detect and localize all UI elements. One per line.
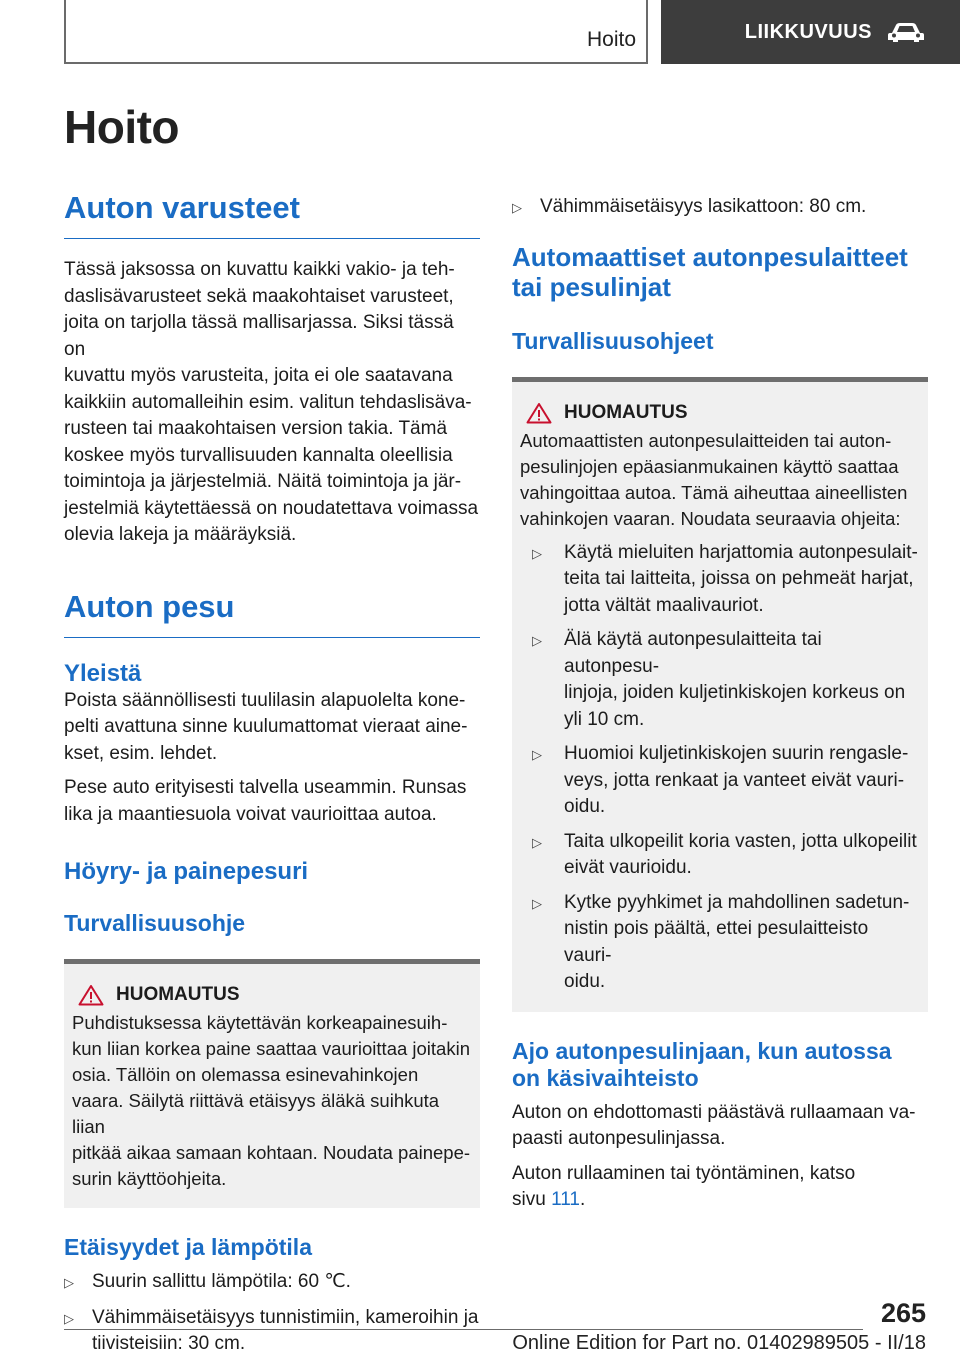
triangle-bullet-icon: ▷: [532, 545, 542, 561]
list-item: ▷ Taita ulkopeilit koria vasten, jotta ulkopeilit eivät vaurioidu.: [520, 829, 920, 882]
header-section-title: Hoito: [586, 28, 636, 51]
warning-list: [520, 540, 920, 996]
list-item: ▷ Vähimmäisetäisyys lasikattoon: 80 cm.: [512, 194, 928, 222]
left-column: [64, 190, 480, 1358]
chapter-tab-label: LIIKKUVUUS: [744, 20, 872, 43]
page-number: 265: [880, 1298, 926, 1328]
triangle-bullet-icon: ▷: [64, 1275, 74, 1290]
general-paragraph-2: Pese auto erityisesti talvella useammin. Runsas lika ja maantiesuola voivat vaurioittaa autoa.: [64, 777, 467, 825]
equipment-paragraph: Tässä jaksossa on kuvattu kaikki vakio- ja teh‐ daslisävarusteet sekä maakohtaiset varusteet, joita on tarjolla tässä mallisarjassa. Siksi tässä on kuvattu myös varusteita, joita ei ole saatavana kaikkiin automalleihin esim. valitun tehdaslisäva‐ rusteen tai maakohtaisen version takia. Tämä koskee myös turvallisuuden kannalta oleellisia toimintoja ja järjestelmiä. Näitä toimintoja ja jär‐ jestelmiä käytettäessä on noudatettava voimassa olevia lakeja ja määräyksiä.: [64, 259, 479, 545]
triangle-bullet-icon: ▷: [64, 1310, 74, 1326]
warning-triangle-icon: [78, 984, 104, 1006]
triangle-bullet-icon: ▷: [532, 633, 542, 648]
drive-paragraph-1: Auton on ehdottomasti päästävä rullaamaan va‐ paasti autonpesulinjassa.: [512, 1101, 916, 1149]
edition-note: Online Edition for Part no. 01402989505 - II/18: [512, 1332, 926, 1354]
warning-text: Automaattisten autonpesulaitteiden tai auton‐ pesulinjojen epäasianmukainen käyttö saattaa vahingoittaa autoa. Tämä aiheuttaa aineellisten vahinkojen vaaran. Noudata seuraavia ohjeita:: [520, 429, 908, 529]
warning-title: HUOMAUTUS: [526, 402, 920, 424]
list-item: ▷ Kytke pyyhkimet ja mahdollinen sadetun‐ nistin pois päältä, ettei pesulaitteisto vauri‐ oidu.: [520, 890, 920, 996]
list-item: ▷ Älä käytä autonpesulaitteita tai autonpesu‐ linjoja, joiden kuljetinkiskojen korkeus on yli 10 cm.: [520, 627, 920, 733]
warning-title: HUOMAUTUS: [78, 984, 472, 1006]
heading-automatic-car-washes: Automaattiset autonpesulaitteet tai pesulinjat: [512, 241, 908, 302]
heading-general: Yleistä: [64, 659, 142, 687]
distances-list: [64, 1269, 480, 1358]
list-item: ▷ Käytä mieluiten harjattomia autonpesulait‐ teita tai laitteita, joissa on pehmeät harjat, jotta vältät maalivauriot.: [520, 540, 920, 620]
heading-distances: Etäisyydet ja lämpötila: [64, 1234, 312, 1260]
triangle-bullet-icon: ▷: [512, 200, 522, 215]
heading-steam-washer: Höyry- ja painepesuri: [64, 858, 309, 885]
general-paragraph-1: Poista säännöllisesti tuulilasin alapuolelta kone‐ pelti avattuna sinne kuulumattomat vieraat aine‐ kset, esim. lehdet.: [64, 689, 468, 764]
heading-manual-transmission: Ajo autonpesulinjaan, kun autossa on käsivaihteisto: [512, 1037, 892, 1091]
page-reference-link[interactable]: 111: [551, 1189, 580, 1210]
list-item: ▷ Suurin sallittu lämpötila: 60 ℃.: [64, 1269, 480, 1297]
warning-triangle-icon: [526, 402, 552, 424]
warning-box: [64, 959, 480, 1208]
heading-equipment: Auton varusteet: [64, 190, 480, 239]
heading-safety-notes: Turvallisuusohjeet: [512, 327, 714, 354]
chapter-tab[interactable]: [661, 0, 960, 64]
heading-safety-note: Turvallisuusohje: [64, 910, 246, 936]
header-frame: [64, 0, 648, 64]
drive-paragraph-2: Auton rullaaminen tai työntäminen, katso sivu 111.: [512, 1162, 856, 1210]
footer-divider: [64, 1329, 863, 1330]
right-column: [512, 190, 928, 1214]
page-title: Hoito: [64, 101, 180, 153]
list-item: ▷ Vähimmäisetäisyys tunnistimiin, kameroihin ja tiivisteisiin: 30 cm.: [64, 1305, 480, 1358]
heading-car-wash: Auton pesu: [64, 589, 480, 638]
triangle-bullet-icon: ▷: [532, 895, 542, 911]
triangle-bullet-icon: ▷: [532, 834, 542, 850]
glass-roof-list: [512, 194, 928, 222]
list-item: ▷ Huomioi kuljetinkiskojen suurin rengasle‐ veys, jotta renkaat ja vanteet eivät vauri‐ oidu.: [520, 741, 920, 821]
warning-box: [512, 377, 928, 1012]
car-icon: [886, 20, 926, 44]
triangle-bullet-icon: ▷: [532, 747, 542, 762]
warning-text: Puhdistuksessa käytettävän korkeapainesuih‐ kun liian korkea paine saattaa vaurioittaa joitakin osia. Tällöin on olemassa esinevahinkojen vaara. Säilytä riittävä etäisyys äläkä suihkuta liian pitkää aikaa samaan kohtaan. Noudata painepe‐ surin käyttöohjeita.: [72, 1012, 471, 1189]
